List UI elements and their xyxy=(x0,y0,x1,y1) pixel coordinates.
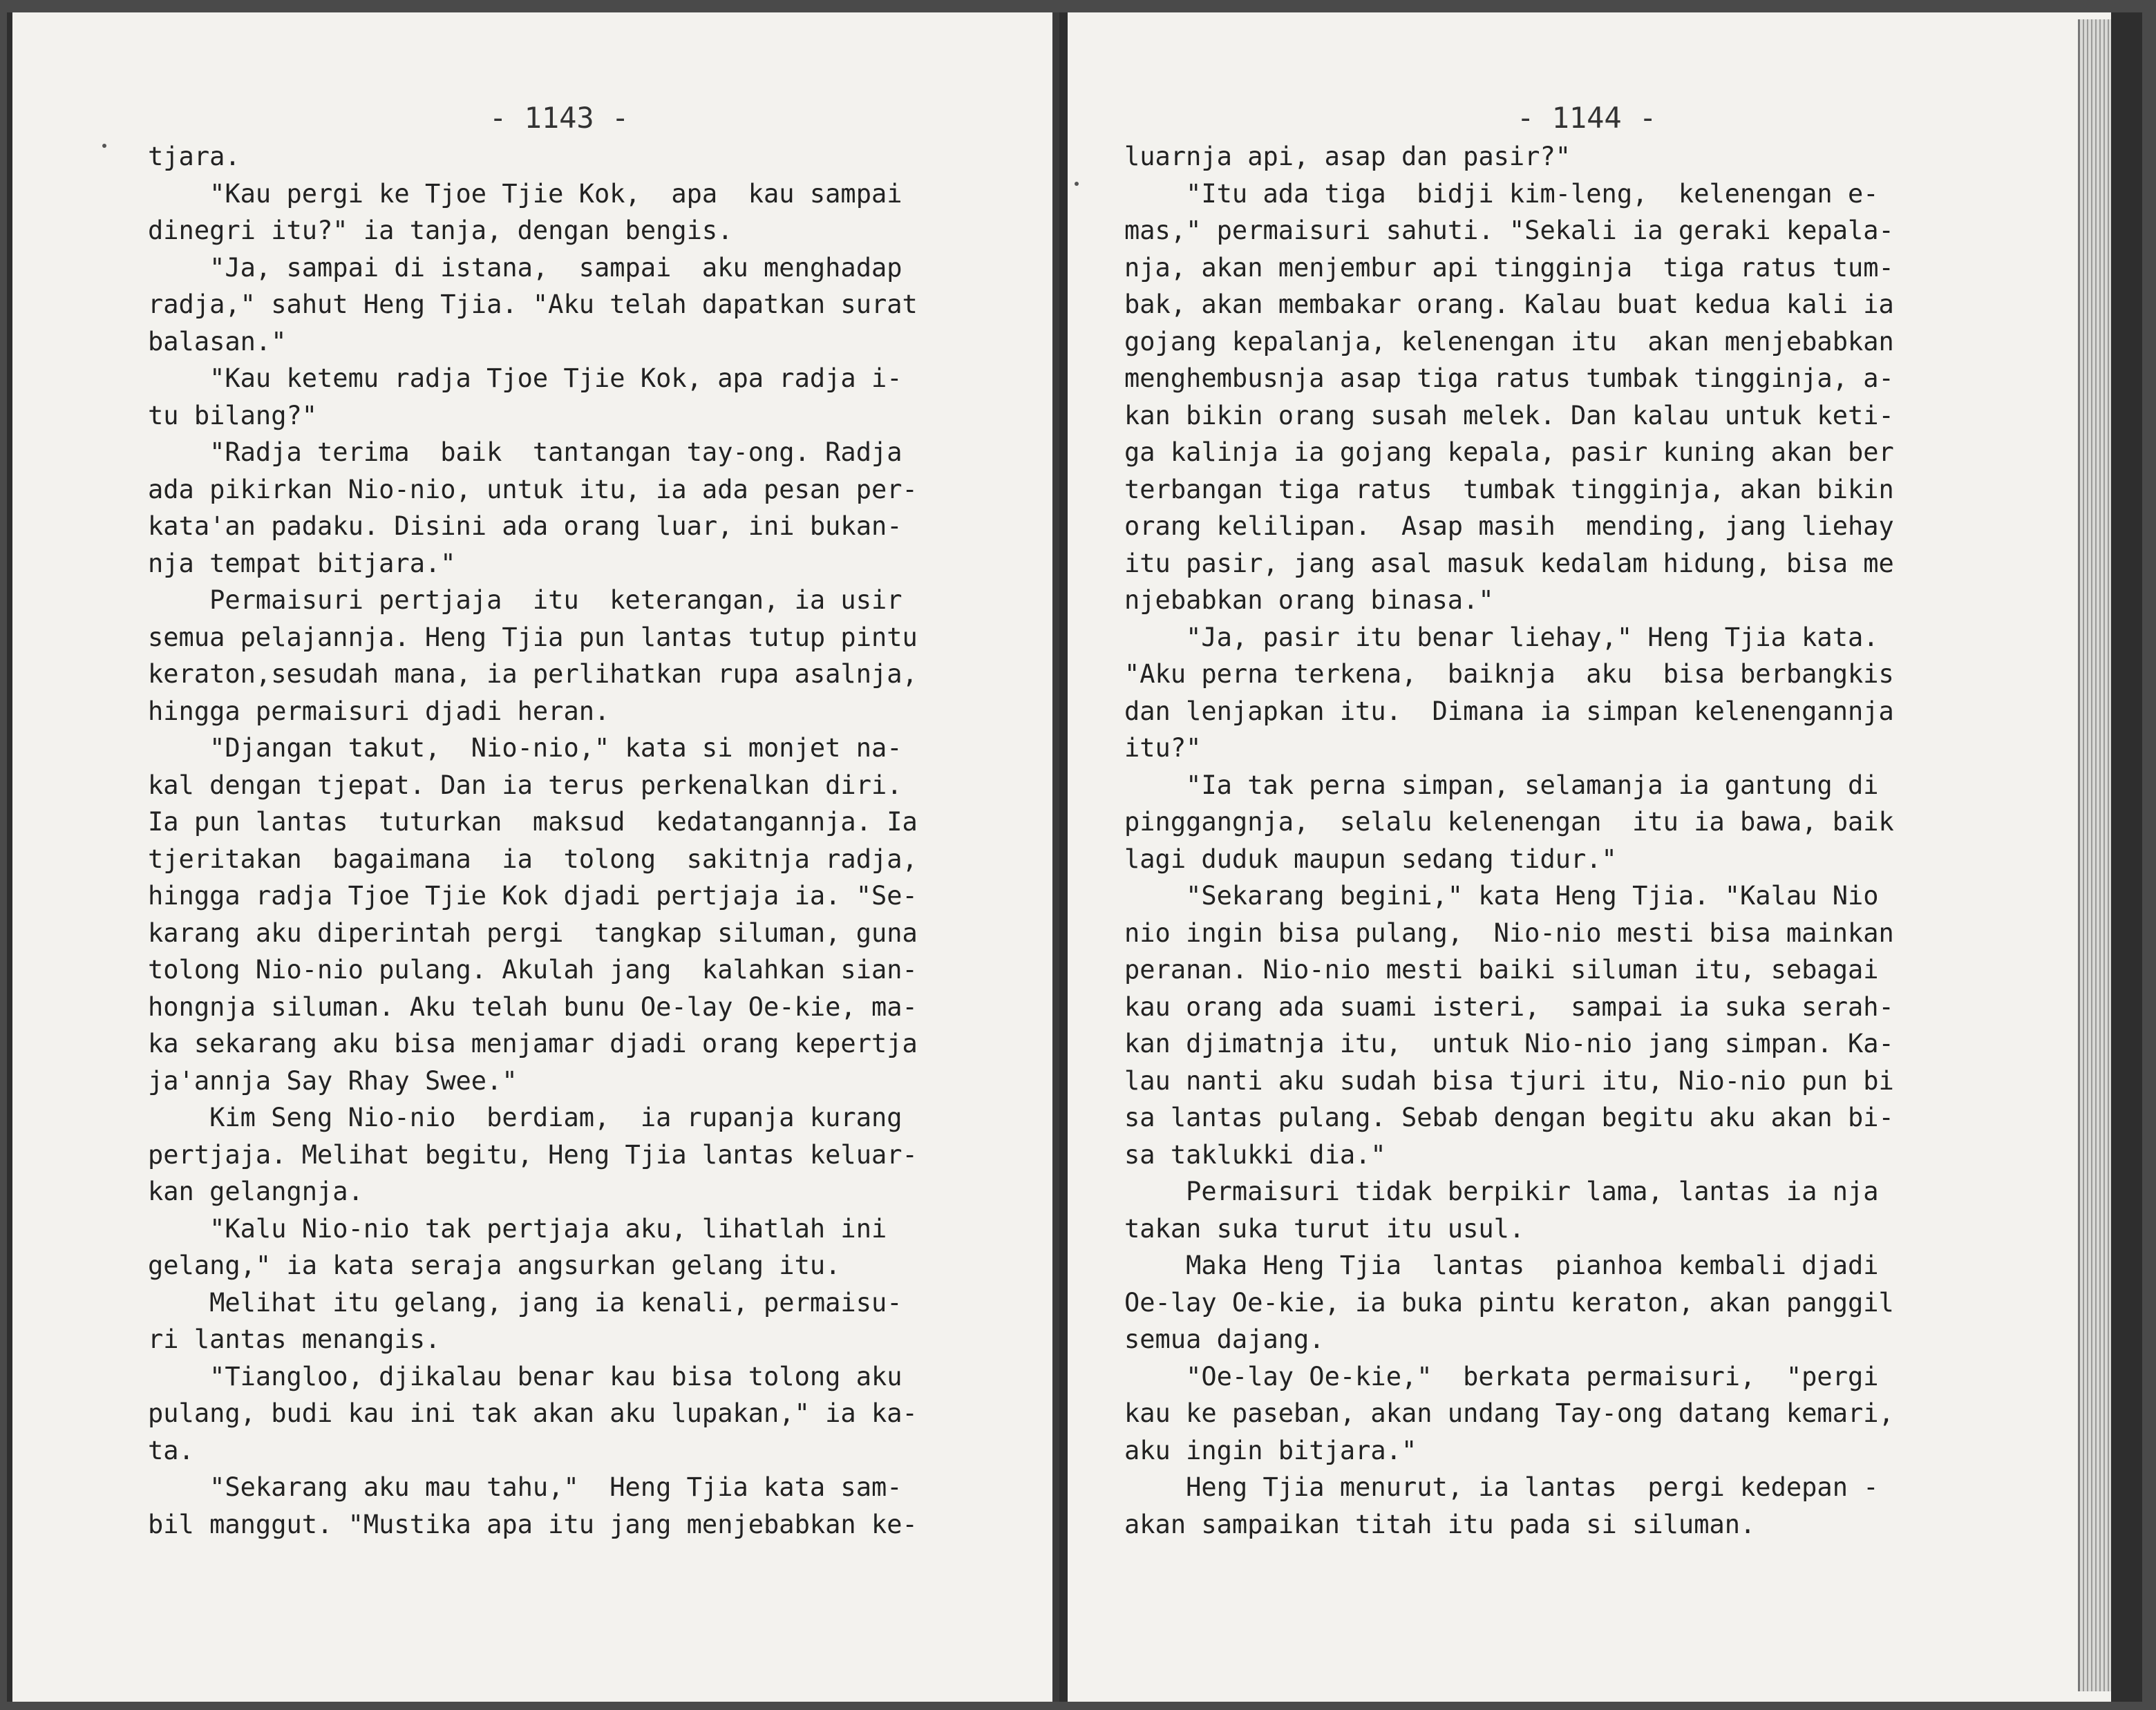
text-line: itu pasir, jang asal masuk kedalam hidung, bisa me xyxy=(1124,548,1894,578)
text-line: karang aku diperintah pergi tangkap siluman, guna xyxy=(148,918,918,948)
text-line: tolong Nio-nio pulang. Akulah jang kalahkan sian- xyxy=(148,955,918,985)
text-line: pulang, budi kau ini tak akan aku lupakan," ia ka- xyxy=(148,1398,918,1428)
text-line: keraton,sesudah mana, ia perlihatkan rupa asalnja, xyxy=(148,659,918,689)
text-line: kan bikin orang susah melek. Dan kalau untuk keti- xyxy=(1124,400,1894,430)
text-line: "Sekarang aku mau tahu," Heng Tjia kata sam- xyxy=(148,1472,902,1502)
text-line: "Ja, pasir itu benar liehay," Heng Tjia kata. xyxy=(1124,622,1879,652)
text-line: Maka Heng Tjia lantas pianhoa kembali djadi xyxy=(1124,1251,1879,1280)
text-line: lau nanti aku sudah bisa tjuri itu, Nio-nio pun bi xyxy=(1124,1065,1894,1096)
text-line: lagi duduk maupun sedang tidur." xyxy=(1124,844,1617,874)
text-line: "Radja terima baik tantangan tay-ong. Radja xyxy=(148,437,902,467)
text-line: peranan. Nio-nio mesti baiki siluman itu, sebagai xyxy=(1124,955,1879,985)
text-line: nja tempat bitjara." xyxy=(148,548,456,578)
text-line: "Ia tak perna simpan, selamanja ia gantung di xyxy=(1124,770,1879,800)
text-line: mas," permaisuri sahuti. "Sekali ia geraki kepala- xyxy=(1124,216,1894,245)
text-line: ka sekarang aku bisa menjamar djadi orang kepertja xyxy=(148,1029,918,1058)
text-line: njebabkan orang binasa." xyxy=(1124,585,1494,615)
text-line: aku ingin bitjara." xyxy=(1124,1435,1417,1465)
text-line: Oe-lay Oe-kie, ia buka pintu keraton, akan panggil xyxy=(1124,1287,1894,1318)
text-line: sa lantas pulang. Sebab dengan begitu aku akan bi- xyxy=(1124,1103,1894,1132)
text-line: ga kalinja ia gojang kepala, pasir kuning akan ber xyxy=(1124,437,1894,467)
text-line: luarnja api, asap dan pasir?" xyxy=(1124,142,1571,171)
text-line: ri lantas menangis. xyxy=(148,1324,441,1354)
text-line: nja, akan menjembur api tingginja tiga ratus tum- xyxy=(1124,252,1894,283)
text-line: ja'annja Say Rhay Swee." xyxy=(148,1065,518,1096)
right-page xyxy=(1068,12,2111,1702)
text-line: tjeritakan bagaimana ia tolong sakitnja radja, xyxy=(148,844,918,874)
text-line: tjara. xyxy=(148,142,240,171)
text-line: "Itu ada tiga bidji kim-leng, kelenengan e- xyxy=(1124,178,1879,209)
left-page xyxy=(12,12,1059,1702)
text-line: Heng Tjia menurut, ia lantas pergi kedepan - xyxy=(1124,1472,1879,1502)
text-line: "Djangan takut, Nio-nio," kata si monjet na- xyxy=(148,733,902,763)
text-line: dan lenjapkan itu. Dimana ia simpan kelenengannja xyxy=(1124,696,1894,726)
text-line: Permaisuri pertjaja itu keterangan, ia usir xyxy=(148,585,902,615)
text-line: dinegri itu?" ia tanja, dengan bengis. xyxy=(148,216,733,245)
text-line: akan sampaikan titah itu pada si siluman. xyxy=(1124,1509,1756,1539)
text-line: bak, akan membakar orang. Kalau buat kedua kali ia xyxy=(1124,289,1894,319)
text-line: "Tiangloo, djikalau benar kau bisa tolong aku xyxy=(148,1361,902,1391)
text-line: sa taklukki dia." xyxy=(1124,1139,1386,1170)
text-line: kata'an padaku. Disini ada orang luar, ini bukan- xyxy=(148,511,902,541)
text-line: "Oe-lay Oe-kie," berkata permaisuri, "pergi xyxy=(1124,1361,1879,1391)
text-line: balasan." xyxy=(148,326,287,357)
text-line: gojang kepalanja, kelenengan itu akan menjebabkan xyxy=(1124,326,1894,357)
text-line: "Sekarang begini," kata Heng Tjia. "Kalau Nio xyxy=(1124,881,1879,911)
text-line: hingga permaisuri djadi heran. xyxy=(148,696,610,726)
text-line: "Kalu Nio-nio tak pertjaja aku, lihatlah ini xyxy=(148,1213,887,1244)
text-line: terbangan tiga ratus tumbak tingginja, akan bikin xyxy=(1124,474,1894,504)
text-line: "Kau ketemu radja Tjoe Tjie Kok, apa radja i- xyxy=(148,363,902,393)
text-line: nio ingin bisa pulang, Nio-nio mesti bisa mainkan xyxy=(1124,918,1894,948)
text-line: kau ke paseban, akan undang Tay-ong datang kemari, xyxy=(1124,1398,1894,1428)
text-line: bil manggut. "Mustika apa itu jang menjebabkan ke- xyxy=(148,1509,918,1539)
text-line: "Kau pergi ke Tjoe Tjie Kok, apa kau sampai xyxy=(148,178,902,209)
text-line: radja," sahut Heng Tjia. "Aku telah dapatkan surat xyxy=(148,289,918,319)
page-text xyxy=(148,138,918,1543)
text-line: orang kelilipan. Asap masih mending, jang liehay xyxy=(1124,511,1894,541)
text-line: "Ja, sampai di istana, sampai aku menghadap xyxy=(148,252,902,283)
text-line: takan suka turut itu usul. xyxy=(1124,1213,1525,1244)
paper-speck xyxy=(102,144,106,148)
text-line: pertjaja. Melihat begitu, Heng Tjia lantas keluar- xyxy=(148,1139,918,1170)
page-edges xyxy=(2078,19,2111,1691)
text-line: itu?" xyxy=(1124,733,1202,763)
paper-speck xyxy=(1075,182,1079,186)
text-line: "Aku perna terkena, baiknja aku bisa berbangkis xyxy=(1124,659,1894,689)
text-line: hongnja siluman. Aku telah bunu Oe-lay Oe-kie, ma- xyxy=(148,991,918,1022)
text-line: Melihat itu gelang, jang ia kenali, permaisu- xyxy=(148,1287,902,1318)
text-line: hingga radja Tjoe Tjie Kok djadi pertjaja ia. "Se- xyxy=(148,881,918,911)
text-line: ta. xyxy=(148,1435,194,1465)
text-line: kan djimatnja itu, untuk Nio-nio jang simpan. Ka- xyxy=(1124,1029,1894,1058)
text-line: tu bilang?" xyxy=(148,400,318,430)
page-number: - 1144 - xyxy=(1517,101,1657,135)
open-book xyxy=(7,12,2142,1702)
page-text xyxy=(1124,138,1894,1543)
text-line: semua dajang. xyxy=(1124,1324,1325,1354)
text-line: kan gelangnja. xyxy=(148,1177,363,1206)
text-line: semua pelajannja. Heng Tjia pun lantas tutup pintu xyxy=(148,622,918,652)
text-line: ada pikirkan Nio-nio, untuk itu, ia ada pesan per- xyxy=(148,474,918,504)
text-line: Permaisuri tidak berpikir lama, lantas ia nja xyxy=(1124,1177,1879,1206)
text-line: gelang," ia kata seraja angsurkan gelang itu. xyxy=(148,1251,841,1280)
text-line: pinggangnja, selalu kelenengan itu ia bawa, baik xyxy=(1124,807,1894,837)
page-number: - 1143 - xyxy=(489,101,630,135)
text-line: Ia pun lantas tuturkan maksud kedatangannja. Ia xyxy=(148,807,918,837)
text-line: kal dengan tjepat. Dan ia terus perkenalkan diri. xyxy=(148,770,902,800)
text-line: Kim Seng Nio-nio berdiam, ia rupanja kurang xyxy=(148,1103,902,1132)
text-line: kau orang ada suami isteri, sampai ia suka serah- xyxy=(1124,991,1894,1022)
text-line: menghembusnja asap tiga ratus tumbak tingginja, a- xyxy=(1124,363,1894,393)
